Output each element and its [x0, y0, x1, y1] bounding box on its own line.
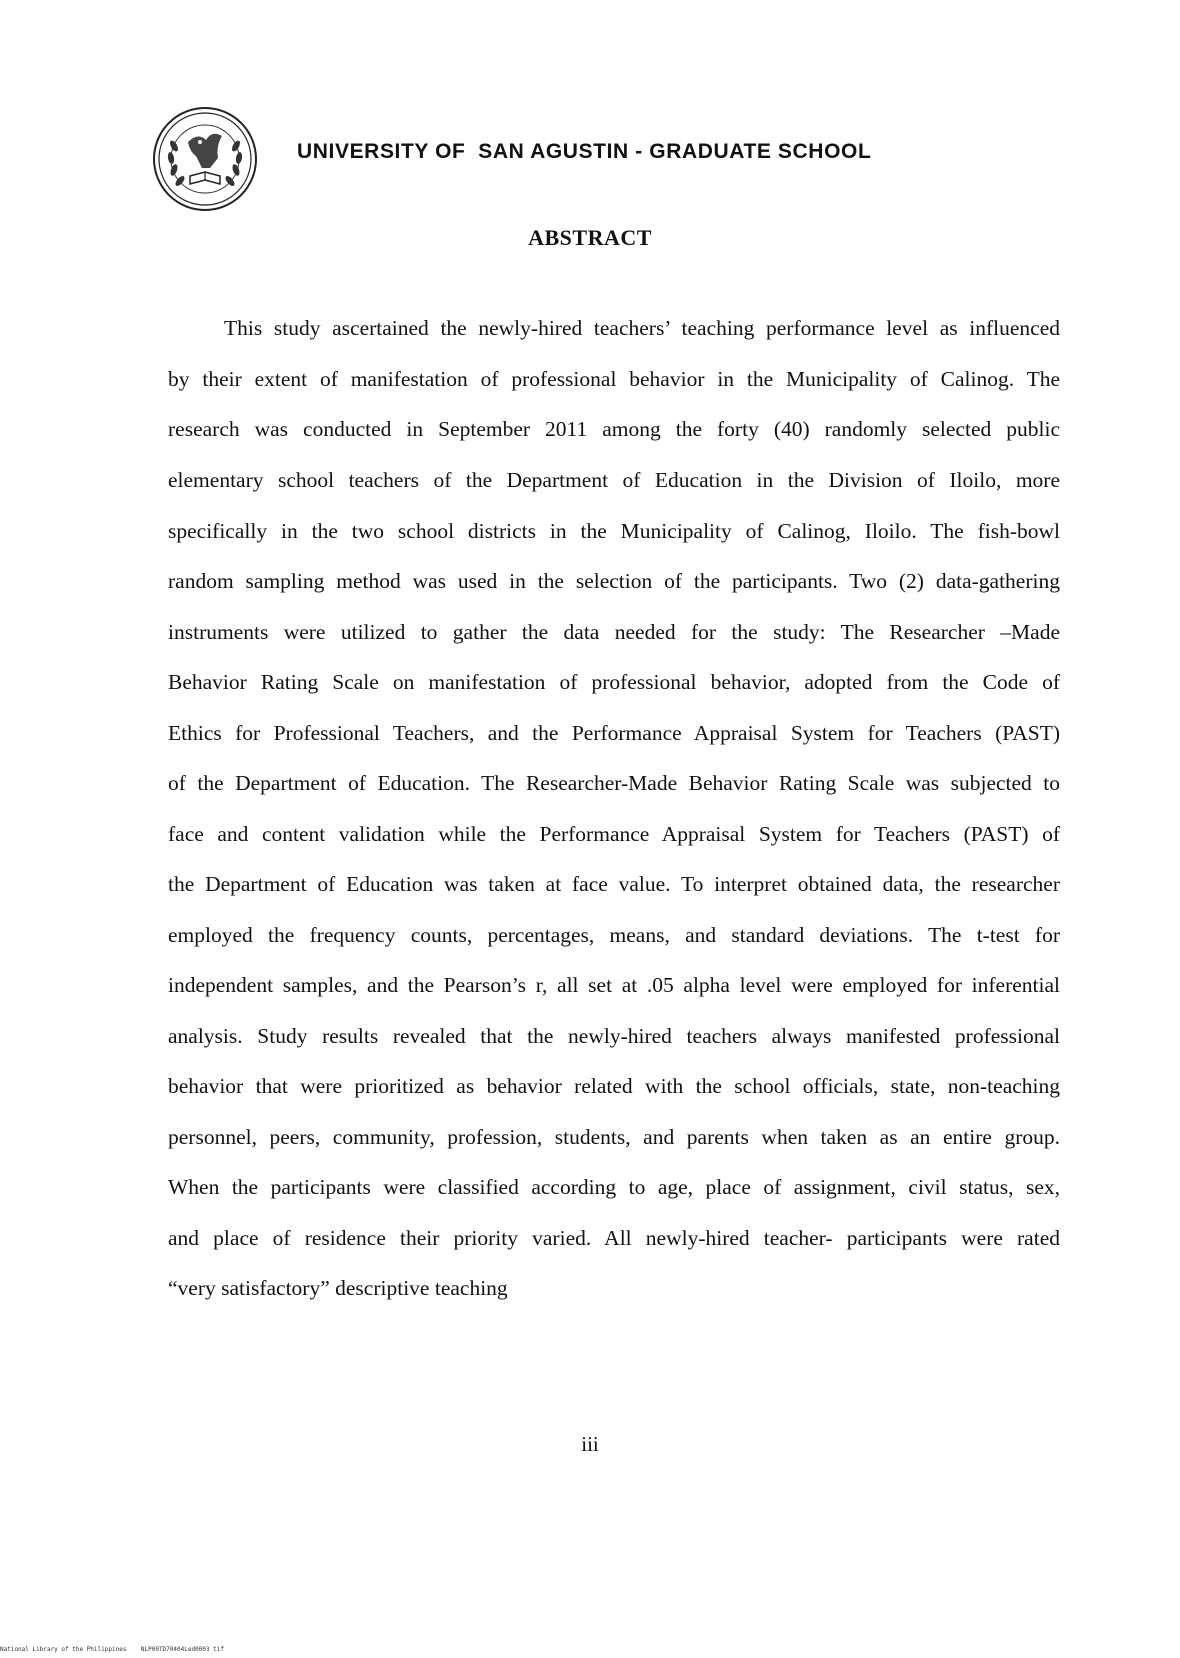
- scan-footer-stamp: National Library of the Philippines NLP00TD70404Led0003 tif: [0, 1646, 224, 1653]
- university-seal-icon: [152, 106, 258, 212]
- page-number: iii: [581, 1432, 599, 1456]
- body-line: research was conducted in September 2011 among the forty (40) randomly selected public: [168, 417, 1060, 441]
- body-line: Ethics for Professional Teachers, and the Performance Appraisal System for Teachers (PAST): [168, 721, 1060, 745]
- body-line: behavior that were prioritized as behavior related with the school officials, state, non-teaching: [168, 1074, 1060, 1098]
- body-line: face and content validation while the Performance Appraisal System for Teachers (PAST) of: [168, 822, 1060, 846]
- body-line: and place of residence their priority varied. All newly-hired teacher- participants were rated: [168, 1226, 1060, 1250]
- body-line: instruments were utilized to gather the data needed for the study: The Researcher –Made: [168, 620, 1060, 644]
- body-line: random sampling method was used in the selection of the participants. Two (2) data-gathering: [168, 569, 1060, 593]
- body-line: personnel, peers, community, profession, students, and parents when taken as an entire group.: [168, 1125, 1060, 1149]
- university-name: UNIVERSITY OF SAN AGUSTIN - GRADUATE SCHOOL: [297, 140, 872, 163]
- body-line: This study ascertained the newly-hired teachers’ teaching performance level as influenced: [224, 316, 1060, 340]
- body-line: analysis. Study results revealed that the newly-hired teachers always manifested professional: [168, 1024, 1060, 1048]
- body-line: elementary school teachers of the Department of Education in the Division of Iloilo, more: [168, 468, 1060, 492]
- body-line: the Department of Education was taken at face value. To interpret obtained data, the researcher: [168, 872, 1060, 896]
- abstract-heading: ABSTRACT: [528, 225, 652, 250]
- body-line: employed the frequency counts, percentages, means, and standard deviations. The t-test for: [168, 923, 1060, 947]
- body-line: “very satisfactory” descriptive teaching: [168, 1276, 508, 1300]
- body-line: specifically in the two school districts in the Municipality of Calinog, Iloilo. The fish-bowl: [168, 519, 1060, 543]
- body-line: When the participants were classified according to age, place of assignment, civil status, sex,: [168, 1175, 1060, 1199]
- body-line: Behavior Rating Scale on manifestation of professional behavior, adopted from the Code of: [168, 670, 1060, 694]
- body-line: independent samples, and the Pearson’s r, all set at .05 alpha level were employed for inferential: [168, 973, 1060, 997]
- body-line: by their extent of manifestation of professional behavior in the Municipality of Calinog. The: [168, 367, 1060, 391]
- body-line: of the Department of Education. The Researcher-Made Behavior Rating Scale was subjected to: [168, 771, 1060, 795]
